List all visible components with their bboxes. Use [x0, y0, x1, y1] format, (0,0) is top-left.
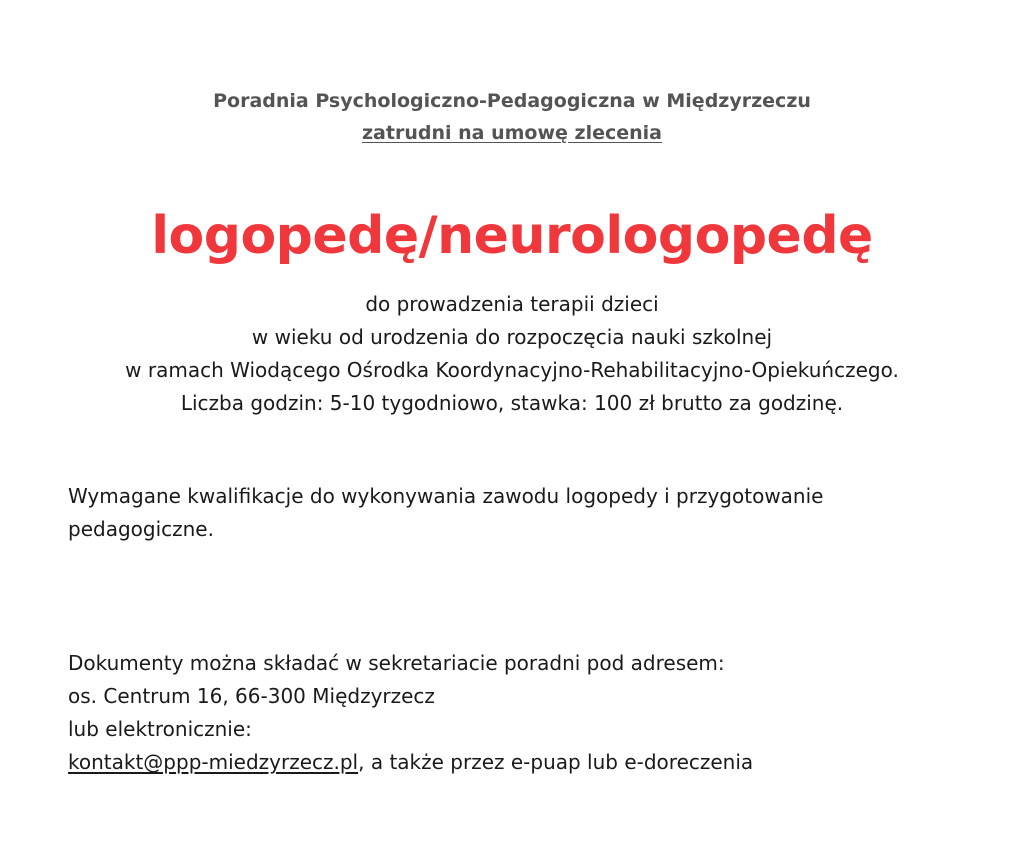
employment-type-text: zatrudni na umowę zlecenia — [362, 122, 662, 144]
contact-section — [68, 647, 968, 779]
requirements-text: Wymagane kwalifikacje do wykonywania zawodu logopedy i przygotowanie pedagogiczne. — [68, 484, 824, 541]
contact-address: os. Centrum 16, 66-300 Międzyrzecz — [68, 684, 435, 708]
description-line: w wieku od urodzenia do rozpoczęcia nauki szkolnej — [251, 325, 773, 349]
organization-name: Poradnia Psychologiczno-Pedagogiczna w Międzyrzeczu — [213, 90, 811, 112]
description-line: w ramach Wiodącego Ośrodka Koordynacyjno-Rehabilitacyjno-Opiekuńczego. — [125, 358, 899, 382]
contact-instructions: Dokumenty można składać w sekretariacie poradni pod adresem: — [68, 651, 725, 675]
contact-email-line — [68, 746, 968, 779]
email-suffix-text: , a także przez e-puap lub e-doreczenia — [358, 750, 754, 774]
position-title: logopedę/neurologopedę — [151, 206, 873, 266]
description-line: do prowadzenia terapii dzieci — [365, 292, 659, 316]
position-description — [0, 288, 1024, 420]
email-link[interactable]: kontakt@ppp-miedzyrzecz.pl — [68, 750, 359, 774]
contact-electronic-label: lub elektronicznie: — [68, 717, 252, 741]
employment-type-heading — [0, 120, 1024, 146]
description-line: Liczba godzin: 5-10 tygodniowo, stawka: 100 zł brutto za godzinę. — [180, 391, 844, 415]
